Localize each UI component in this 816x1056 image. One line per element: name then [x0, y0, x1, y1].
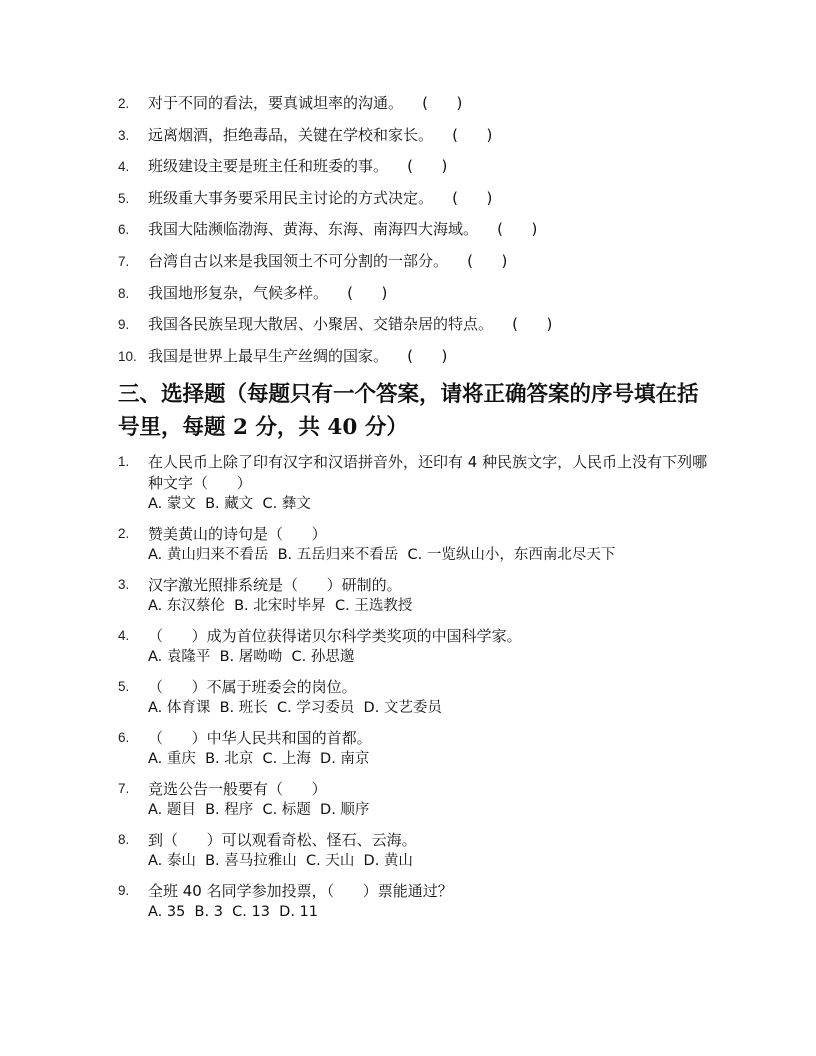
item-text: 我国地形复杂，气候多样。 ( ): [148, 283, 388, 302]
question-number: 7.: [118, 781, 130, 796]
question-stem: 汉字激光照排系统是（ ）研制的。: [148, 576, 402, 594]
list-item: [118, 124, 758, 156]
question-number: 6.: [118, 730, 130, 745]
item-number: 6.: [118, 222, 130, 238]
question-options: A. 黄山归来不看岳 B. 五岳归来不看岳 C. 一览纵山小，东西南北尽天下: [148, 547, 616, 563]
question-body: [148, 728, 718, 770]
question-number: 2.: [118, 526, 130, 541]
question-stem: （ ）成为首位获得诺贝尔科学类奖项的中国科学家。: [148, 627, 522, 645]
item-text: 班级建设主要是班主任和班委的事。 ( ): [148, 157, 448, 176]
item-text: 我国是世界上最早生产丝绸的国家。 ( ): [148, 346, 448, 365]
question-item: [118, 524, 718, 566]
question-stem: （ ）中华人民共和国的首都。: [148, 729, 372, 747]
question-body: [148, 677, 718, 719]
item-number: 5.: [118, 190, 130, 206]
item-number: 4.: [118, 159, 130, 175]
question-stem: 全班 40 名同学参加投票，（ ）票能通过？: [148, 882, 453, 900]
question-options: A. 泰山 B. 喜马拉雅山 C. 天山 D. 黄山: [148, 853, 413, 869]
question-body: [148, 626, 718, 668]
item-text: 我国各民族呈现大散居、小聚居、交错杂居的特点。 ( ): [148, 315, 553, 334]
question-stem: 在人民币上除了印有汉字和汉语拼音外，还印有 4 种民族文字，人民币上没有下列哪种文字（ ）: [148, 453, 708, 492]
item-text: 台湾自古以来是我国领土不可分割的一部分。 ( ): [148, 251, 508, 270]
item-text: 班级重大事务要采用民主讨论的方式决定。 ( ): [148, 188, 493, 207]
question-body: [148, 779, 718, 821]
item-text: 对于不同的看法，要真诚坦率的沟通。 ( ): [148, 94, 463, 112]
question-options: A. 重庆 B. 北京 C. 上海 D. 南京: [148, 751, 370, 767]
question-body: [148, 881, 718, 923]
question-item: [118, 575, 718, 617]
item-number: 7.: [118, 253, 130, 269]
question-number: 4.: [118, 628, 130, 643]
question-options: A. 体育课 B. 班长 C. 学习委员 D. 文艺委员: [148, 700, 442, 716]
list-item: [118, 282, 758, 314]
question-stem: 赞美黄山的诗句是（ ）: [148, 525, 327, 543]
question-number: 1.: [118, 454, 130, 469]
question-item: [118, 728, 718, 770]
multiple-choice-list: [118, 452, 718, 932]
list-item: [118, 313, 758, 345]
question-item: [118, 881, 718, 923]
question-item: [118, 452, 718, 515]
list-item: [118, 250, 758, 282]
question-item: [118, 779, 718, 821]
question-options: A. 题目 B. 程序 C. 标题 D. 顺序: [148, 802, 370, 818]
question-body: [148, 452, 718, 515]
question-options: A. 35 B. 3 C. 13 D. 11: [148, 904, 319, 920]
question-number: 3.: [118, 577, 130, 592]
question-number: 9.: [118, 883, 130, 898]
question-stem: 到（ ）可以观看奇松、怪石、云海。: [148, 831, 417, 849]
question-body: [148, 830, 718, 872]
item-number: 8.: [118, 285, 130, 301]
question-number: 5.: [118, 679, 130, 694]
item-text: 远离烟酒，拒绝毒品，关键在学校和家长。 ( ): [148, 125, 493, 144]
question-body: [148, 575, 718, 617]
list-item: [118, 92, 758, 124]
list-item: [118, 218, 758, 250]
list-item: [118, 155, 758, 187]
item-text: 我国大陆濒临渤海、黄海、东海、南海四大海域。 ( ): [148, 220, 538, 239]
question-stem: （ ）不属于班委会的岗位。: [148, 678, 357, 696]
item-number: 10.: [118, 348, 137, 364]
question-item: [118, 626, 718, 668]
question-options: A. 蒙文 B. 藏文 C. 彝文: [148, 496, 311, 512]
item-number: 2.: [118, 96, 130, 111]
item-number: 3.: [118, 127, 130, 143]
true-false-list: [118, 92, 758, 376]
item-number: 9.: [118, 317, 130, 333]
question-item: [118, 677, 718, 719]
question-options: A. 袁隆平 B. 屠呦呦 C. 孙思邈: [148, 649, 355, 665]
question-options: A. 东汉蔡伦 B. 北宋时毕昇 C. 王选教授: [148, 598, 413, 614]
section-heading: 三、选择题（每题只有一个答案，请将正确答案的序号填在括号里，每题 2 分，共 40 分）: [118, 382, 699, 440]
list-item: [118, 187, 758, 219]
question-stem: 竞选公告一般要有（ ）: [148, 780, 327, 798]
question-body: [148, 524, 718, 566]
list-item: [118, 345, 758, 377]
question-number: 8.: [118, 832, 130, 847]
question-item: [118, 830, 718, 872]
